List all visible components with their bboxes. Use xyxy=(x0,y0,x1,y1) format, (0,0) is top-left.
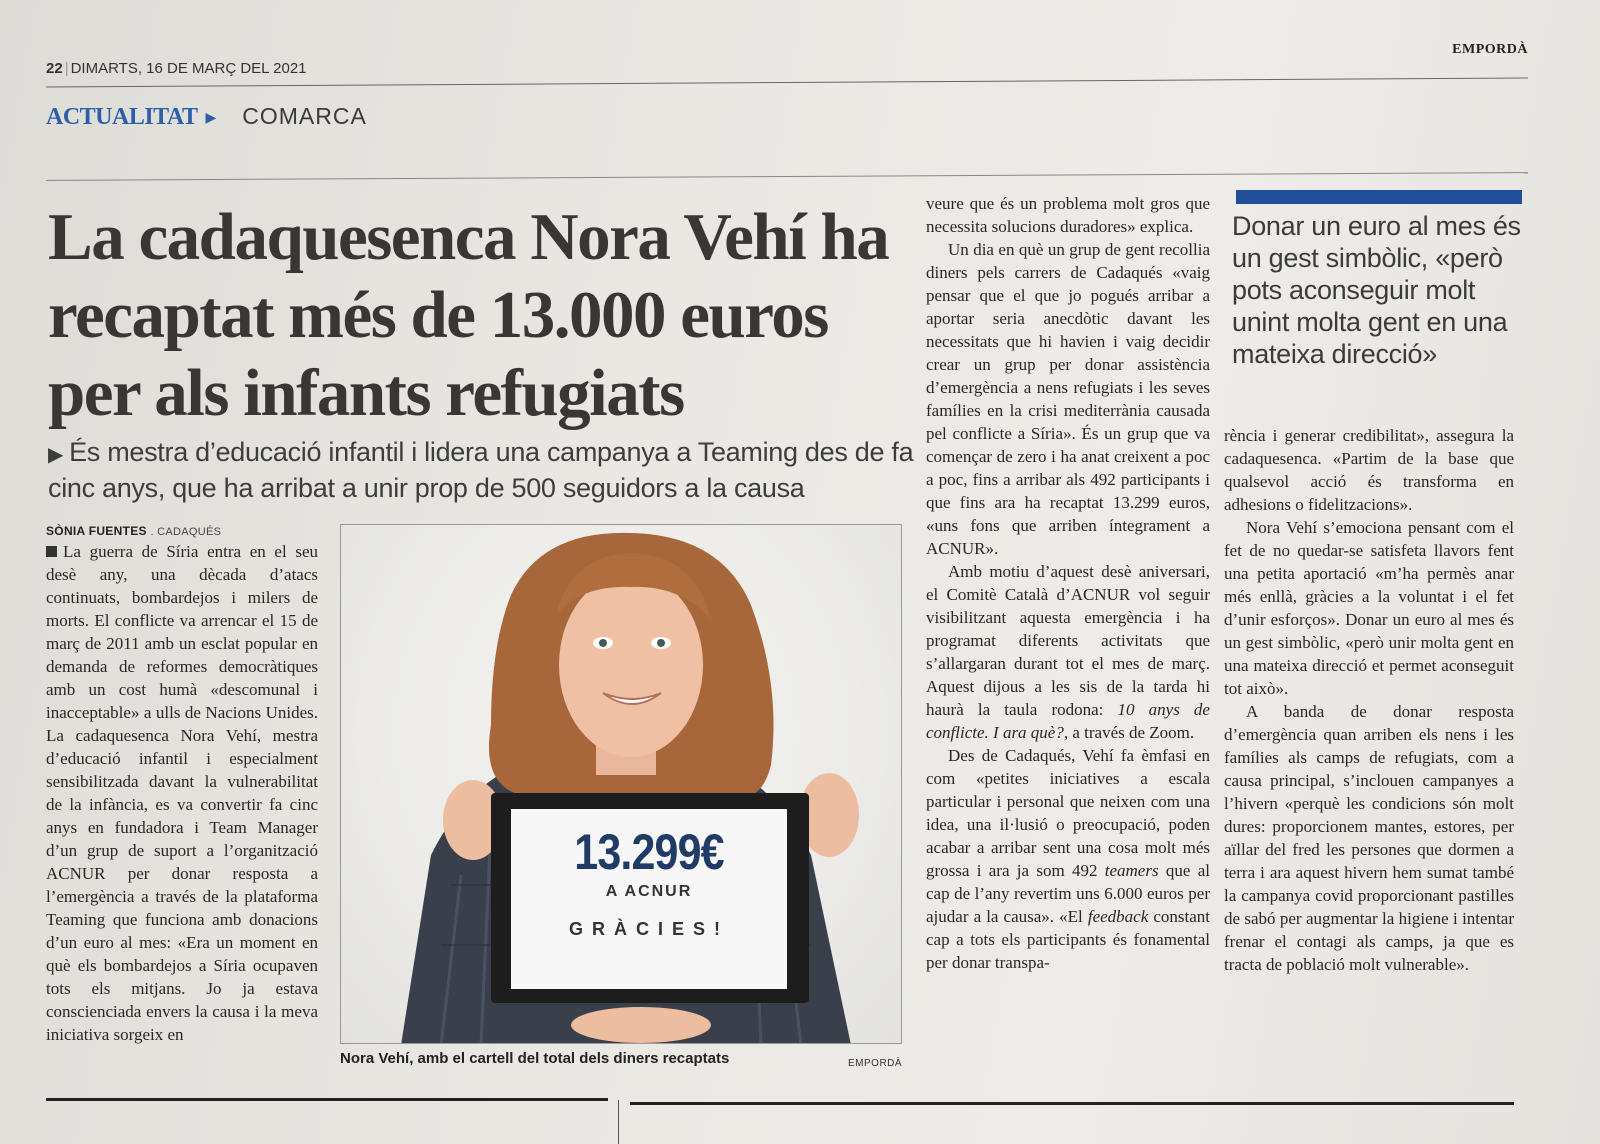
lead-square-icon xyxy=(46,546,57,557)
paragraph-text: , a través de Zoom. xyxy=(1063,723,1195,742)
paragraph xyxy=(926,560,1210,744)
issue-date: DIMARTS, 16 DE MARÇ DEL 2021 xyxy=(70,60,307,77)
paragraph-text: constant cap a tots els participants és fonamental per donar transpa- xyxy=(926,907,1210,972)
photo-credit: EMPORDÀ xyxy=(848,1058,903,1069)
byline-author: SÒNIA FUENTES xyxy=(46,524,147,538)
bottom-rule xyxy=(630,1102,1514,1105)
section-rule xyxy=(46,172,1528,181)
bottom-rule xyxy=(46,1098,608,1101)
paper-name: EMPORDÀ xyxy=(1452,42,1528,57)
photo-caption: Nora Vehí, amb el cartell del total dels diners recaptats xyxy=(340,1050,730,1067)
paragraph-text: que al cap de l’any revertim uns 6.000 euros per ajudar a la causa». «El xyxy=(926,861,1210,926)
article-photo xyxy=(340,524,902,1044)
byline-location: . CADAQUÉS xyxy=(150,526,222,538)
folio: 22 | DIMARTS, 16 DE MARÇ DEL 2021 xyxy=(46,60,307,77)
paragraph xyxy=(926,744,1210,974)
section-arrow-icon: ▶ xyxy=(205,110,217,126)
section-label xyxy=(46,103,367,131)
bottom-divider xyxy=(618,1100,619,1144)
subhead-text: És mestra d’educació infantil i lidera una campanya a Teaming des de fa cinc anys, que ha arribat a unir prop de 500 seguidors a la causa xyxy=(48,437,914,503)
paragraph: Nora Vehí s’emociona pensant com el fet de no quedar-se satisfeta llavors fent una petita aportació «m’ha permès anar més enllà, gràcies a la voluntat i el fet d’unir esforços». Donar un euro al mes és un gest simbòlic, «però unir molta gent en una mateixa direcció et permet aconseguit tot això». xyxy=(1224,518,1514,698)
paragraph: veure que és un problema molt gros que necessita solucions duradores» explica. xyxy=(926,194,1210,236)
section-secondary: COMARCA xyxy=(242,103,367,129)
donation-sign xyxy=(491,793,809,1003)
paragraph: A banda de donar resposta d’emergència quan arriben els nens i les famílies als camps de refugiats, com a causa principal, s’inclouen campanyes a l’hivern «perquè les condicions són molt dures: proporcionem mantes, estores, per aïllar del fred les persones que dormen a terra i ara aquest hivern hem sumat també la campanya covid proporcionant pastilles de sabó per augmentar la higiene i intentar frenar el contagi als camps, ja que es tracta de població molt vulnerable». xyxy=(1224,702,1514,974)
pull-quote: Donar un euro al mes és un gest simbòlic, «però pots aconseguir molt unint molta gent en una mateixa direcció» xyxy=(1232,211,1521,369)
article-column-3 xyxy=(926,192,1210,974)
article-column-4 xyxy=(1224,424,1514,976)
italic-term: feedback xyxy=(1087,907,1149,926)
event-title: 10 anys de conflicte. I ara què? xyxy=(926,700,1210,742)
headline: La cadaquesenca Nora Vehí ha recaptat més de 13.000 euros per als infants refugiats xyxy=(48,200,889,430)
italic-term: teamers xyxy=(1104,861,1159,880)
subhead-arrow-icon: ▶ xyxy=(48,444,64,466)
paragraph xyxy=(46,540,318,1046)
subhead xyxy=(48,436,918,505)
section-primary: ACTUALITAT xyxy=(46,104,198,130)
byline xyxy=(46,524,221,538)
page-number: 22 xyxy=(46,60,63,77)
paragraph: Un dia en què un grup de gent recollia diners pels carrers de Cadaqués «vaig pensar que el que jo pogués arribar a aportar seria anecdòtic davant les necessitats que hi havien i vaig decidir crear un grup per donar assistència d’emergència a nens refugiats i les seves famílies en la crisi mediterrània causada pel conflicte a Síria». És un grup que va començar de zero i ha anat creixent a poc a poc, fins a arribar als 492 participants i que fins ara ha recaptat 13.299 euros, «uns fons que arriben íntegrament a ACNUR». xyxy=(926,240,1210,558)
header-rule xyxy=(46,77,1528,87)
sign-recipient: A ACNUR xyxy=(605,883,693,900)
sign-amount: 13.299€ xyxy=(574,824,724,880)
paragraph: rència i generar credibilitat», assegura la cadaquesenca. «Partim de la base que qualsevol acció és transforma en adhesions o fidelitzacions». xyxy=(1224,426,1514,514)
sign-screen xyxy=(511,809,787,989)
sign-thanks: GRÀCIES! xyxy=(568,919,729,939)
paragraph-text: La guerra de Síria entra en el seu desè any, una dècada d’atacs continuats, bombardejos i milers de morts. El conflicte va arrencar el 15 de març de 2011 amb un esclat popular en demanda de reformes democràtiques amb un cost humà «descomunal i inacceptable» a ulls de Nacions Unides. La cadaquesenca Nora Vehí, mestra d’educació infantil i especialment sensibilitzada davant la vulnerabilitat de la infància, es va convertir fa cinc anys en fundadora i Team Manager d’un grup de suport a l’organització ACNUR per donar resposta a l’emergència a través de la plataforma Teaming que funciona amb donacions d’un euro al mes: «Era un moment en què els bombardejos a Síria ocupaven tots els mitjans. Jo ja estava conscienciada envers la causa i la meva iniciativa sorgeix en xyxy=(46,542,318,1044)
pull-quote-bar xyxy=(1236,190,1522,204)
paragraph-text: Amb motiu d’aquest desè aniversari, el Comitè Català d’ACNUR vol seguir visibilitzant aquesta emergència i ha programat diferents activitats que s’allargaran durant tot el mes de març. Aquest dijous a les sis de la tarda hi haurà la taula rodona: xyxy=(926,562,1210,719)
paragraph-text: Des de Cadaqués, Vehí fa èmfasi en com «petites iniciatives a escala particular i personal que neixen com una idea, una il·lusió o preocupació, poden acabar a arribar sent una cosa molt més grossa i ara ja som 492 xyxy=(926,746,1210,880)
article-column-1 xyxy=(46,540,318,1046)
